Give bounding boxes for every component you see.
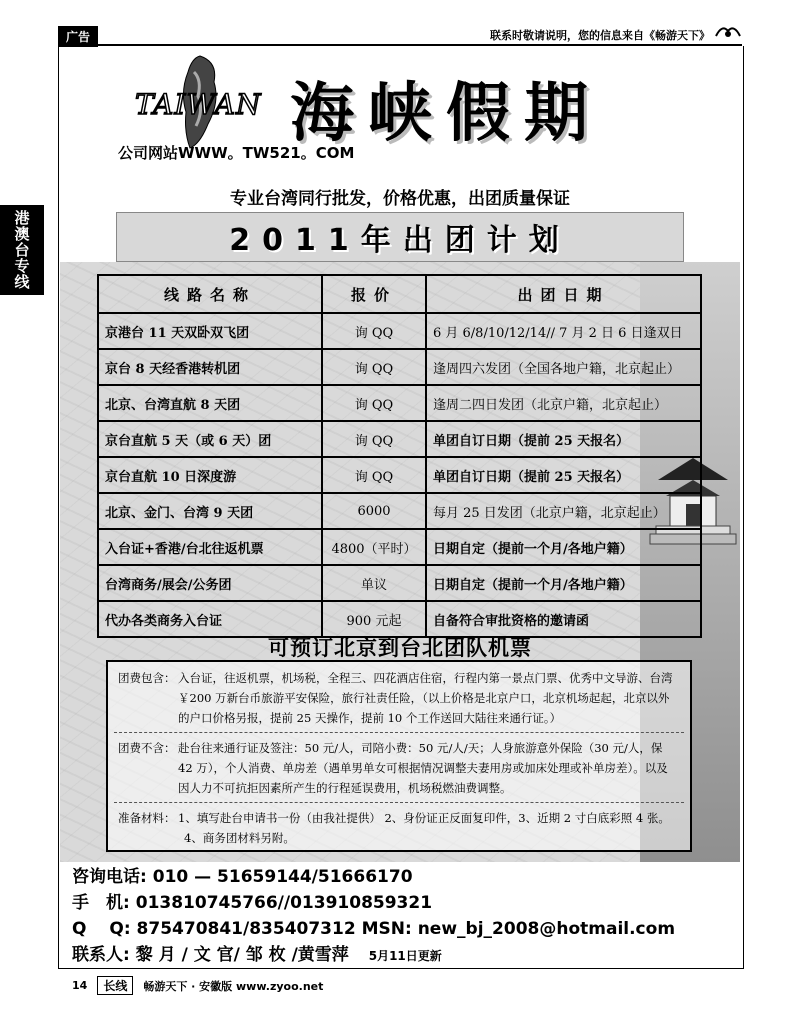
route-date: 自备符合审批资格的邀请函 [426,601,701,637]
route-date: 单团自订日期（提前 25 天报名） [426,457,701,493]
route-name: 北京、金门、台湾 9 天团 [98,493,322,529]
footer-section-tag: 长线 [97,976,133,995]
magazine-logo-icon [714,22,742,40]
excluded-label: 团费不含： [118,741,176,755]
source-note: 联系时敬请说明，您的信息来自《畅游天下》 [490,29,710,42]
col-price-header: 报价 [322,275,426,313]
tour-info-box [106,660,692,852]
included-text: 入台证，往返机票，机场税，全程三、四花酒店住宿，行程内第一景点门票、优秀中文导游、台湾￥200 万新台币旅游平安保险，旅行社责任险，（以上价格是北京户口，北京机场起起，北京以外的户口价格另报，提前 25 天操作，提前 10 个工作送回大陆往来通行证。） [178,671,673,725]
table-row [98,565,701,601]
route-date: 日期自定（提前一个月/各地户籍） [426,529,701,565]
route-name: 入台证+香港/台北往返机票 [98,529,322,565]
table-row [98,529,701,565]
page-footer [72,976,323,995]
materials-line-2: 4、商务团材料另附。 [184,831,295,845]
col-date-header: 出团日期 [426,275,701,313]
route-name: 代办各类商务入台证 [98,601,322,637]
contact-mobile [72,888,432,913]
msn-label: MSN: [361,919,412,939]
section-divider [114,732,684,733]
top-bar [0,0,800,44]
route-date: 单团自订日期（提前 25 天报名） [426,421,701,457]
update-date: 5月11日更新 [368,949,442,963]
tour-schedule-table [97,274,702,638]
route-name: 台湾商务/展会/公务团 [98,565,322,601]
excluded-text: 赴台往来通行证及签注：50 元/人，司陪小费：50 元/人/天；人身旅游意外保险（30 元/人，保 42 万），个人消费、单房差（遇单男单女可根据情况调整夫妻用房或加床处理或补单房差）。以及因人力不可抗拒因素所产生的行程延误费用，机场税燃油费调整。 [178,741,668,795]
ad-tag: 广告 [58,26,98,47]
route-date: 日期自定（提前一个月/各地户籍） [426,565,701,601]
route-date: 逢周四六发团（全国各地户籍，北京起止） [426,349,701,385]
contact-qq-msn [72,914,675,939]
qq-value: 875470841/835407312 [136,919,356,939]
footer-publication: 畅游天下 · 安徽版 www.zyoo.net [143,979,324,993]
table-row [98,349,701,385]
taiwan-logo-word: TAIWAN [135,88,262,121]
msn-value: new_bj_2008@hotmail.com [417,919,676,939]
route-name: 京港台 11 天双卧双飞团 [98,313,322,349]
route-date: 每月 25 日发团（北京户籍，北京起止） [426,493,701,529]
phone-label: 咨询电话: [72,867,147,887]
route-price: 询 QQ [322,421,426,457]
qq-label: Q Q: [72,919,131,939]
included-label: 团费包含： [118,671,176,685]
route-price: 询 QQ [322,385,426,421]
route-price: 4800（平时） [322,529,426,565]
table-row [98,493,701,529]
section-divider [114,802,684,803]
slogan: 专业台湾同行批发，价格优惠，出团质量保证 [230,189,570,209]
mobile-label: 手 机: [72,893,130,913]
route-date: 6 月 6/8/10/12/14// 7 月 2 日 6 日逢双日 [426,313,701,349]
route-name: 京台直航 10 日深度游 [98,457,322,493]
table-row [98,385,701,421]
contact-persons [72,940,442,965]
route-price: 900 元起 [322,601,426,637]
table-row [98,313,701,349]
persons-label: 联系人: [72,945,130,965]
brand-title: 海峡假期 [290,77,602,151]
route-price: 询 QQ [322,349,426,385]
contact-phone [72,862,413,887]
route-name: 京台直航 5 天（或 6 天）团 [98,421,322,457]
route-price: 6000 [322,493,426,529]
mobile-value: 013810745766//013910859321 [135,893,433,913]
table-header-row [98,275,701,313]
charter-flight-heading: 可预订北京到台北团队机票 [268,636,532,660]
route-name: 京台 8 天经香港转机团 [98,349,322,385]
route-date: 逢周二四日发团（北京户籍，北京起止） [426,385,701,421]
materials-label: 准备材料： [118,811,176,825]
table-row [98,421,701,457]
route-price: 询 QQ [322,313,426,349]
section-side-tab: 港澳台专线 [0,205,44,295]
materials-line-1: 1、填写赴台申请书一份（由我社提供） 2、身份证正反面复印件，3、近期 2 寸白底彩照 4 张。 [178,811,670,825]
phone-value: 010 — 51659144/51666170 [152,867,413,887]
plan-title-banner: 2011年出团计划 [116,212,684,262]
company-website: 公司网站WWW。TW521。COM [118,144,355,162]
page-number: 14 [72,979,88,992]
persons-value: 黎 月 / 文 官/ 邹 枚 /黄雪萍 [135,945,349,965]
col-route-header: 线路名称 [98,275,322,313]
table-row [98,457,701,493]
route-name: 北京、台湾直航 8 天团 [98,385,322,421]
route-price: 单议 [322,565,426,601]
route-price: 询 QQ [322,457,426,493]
